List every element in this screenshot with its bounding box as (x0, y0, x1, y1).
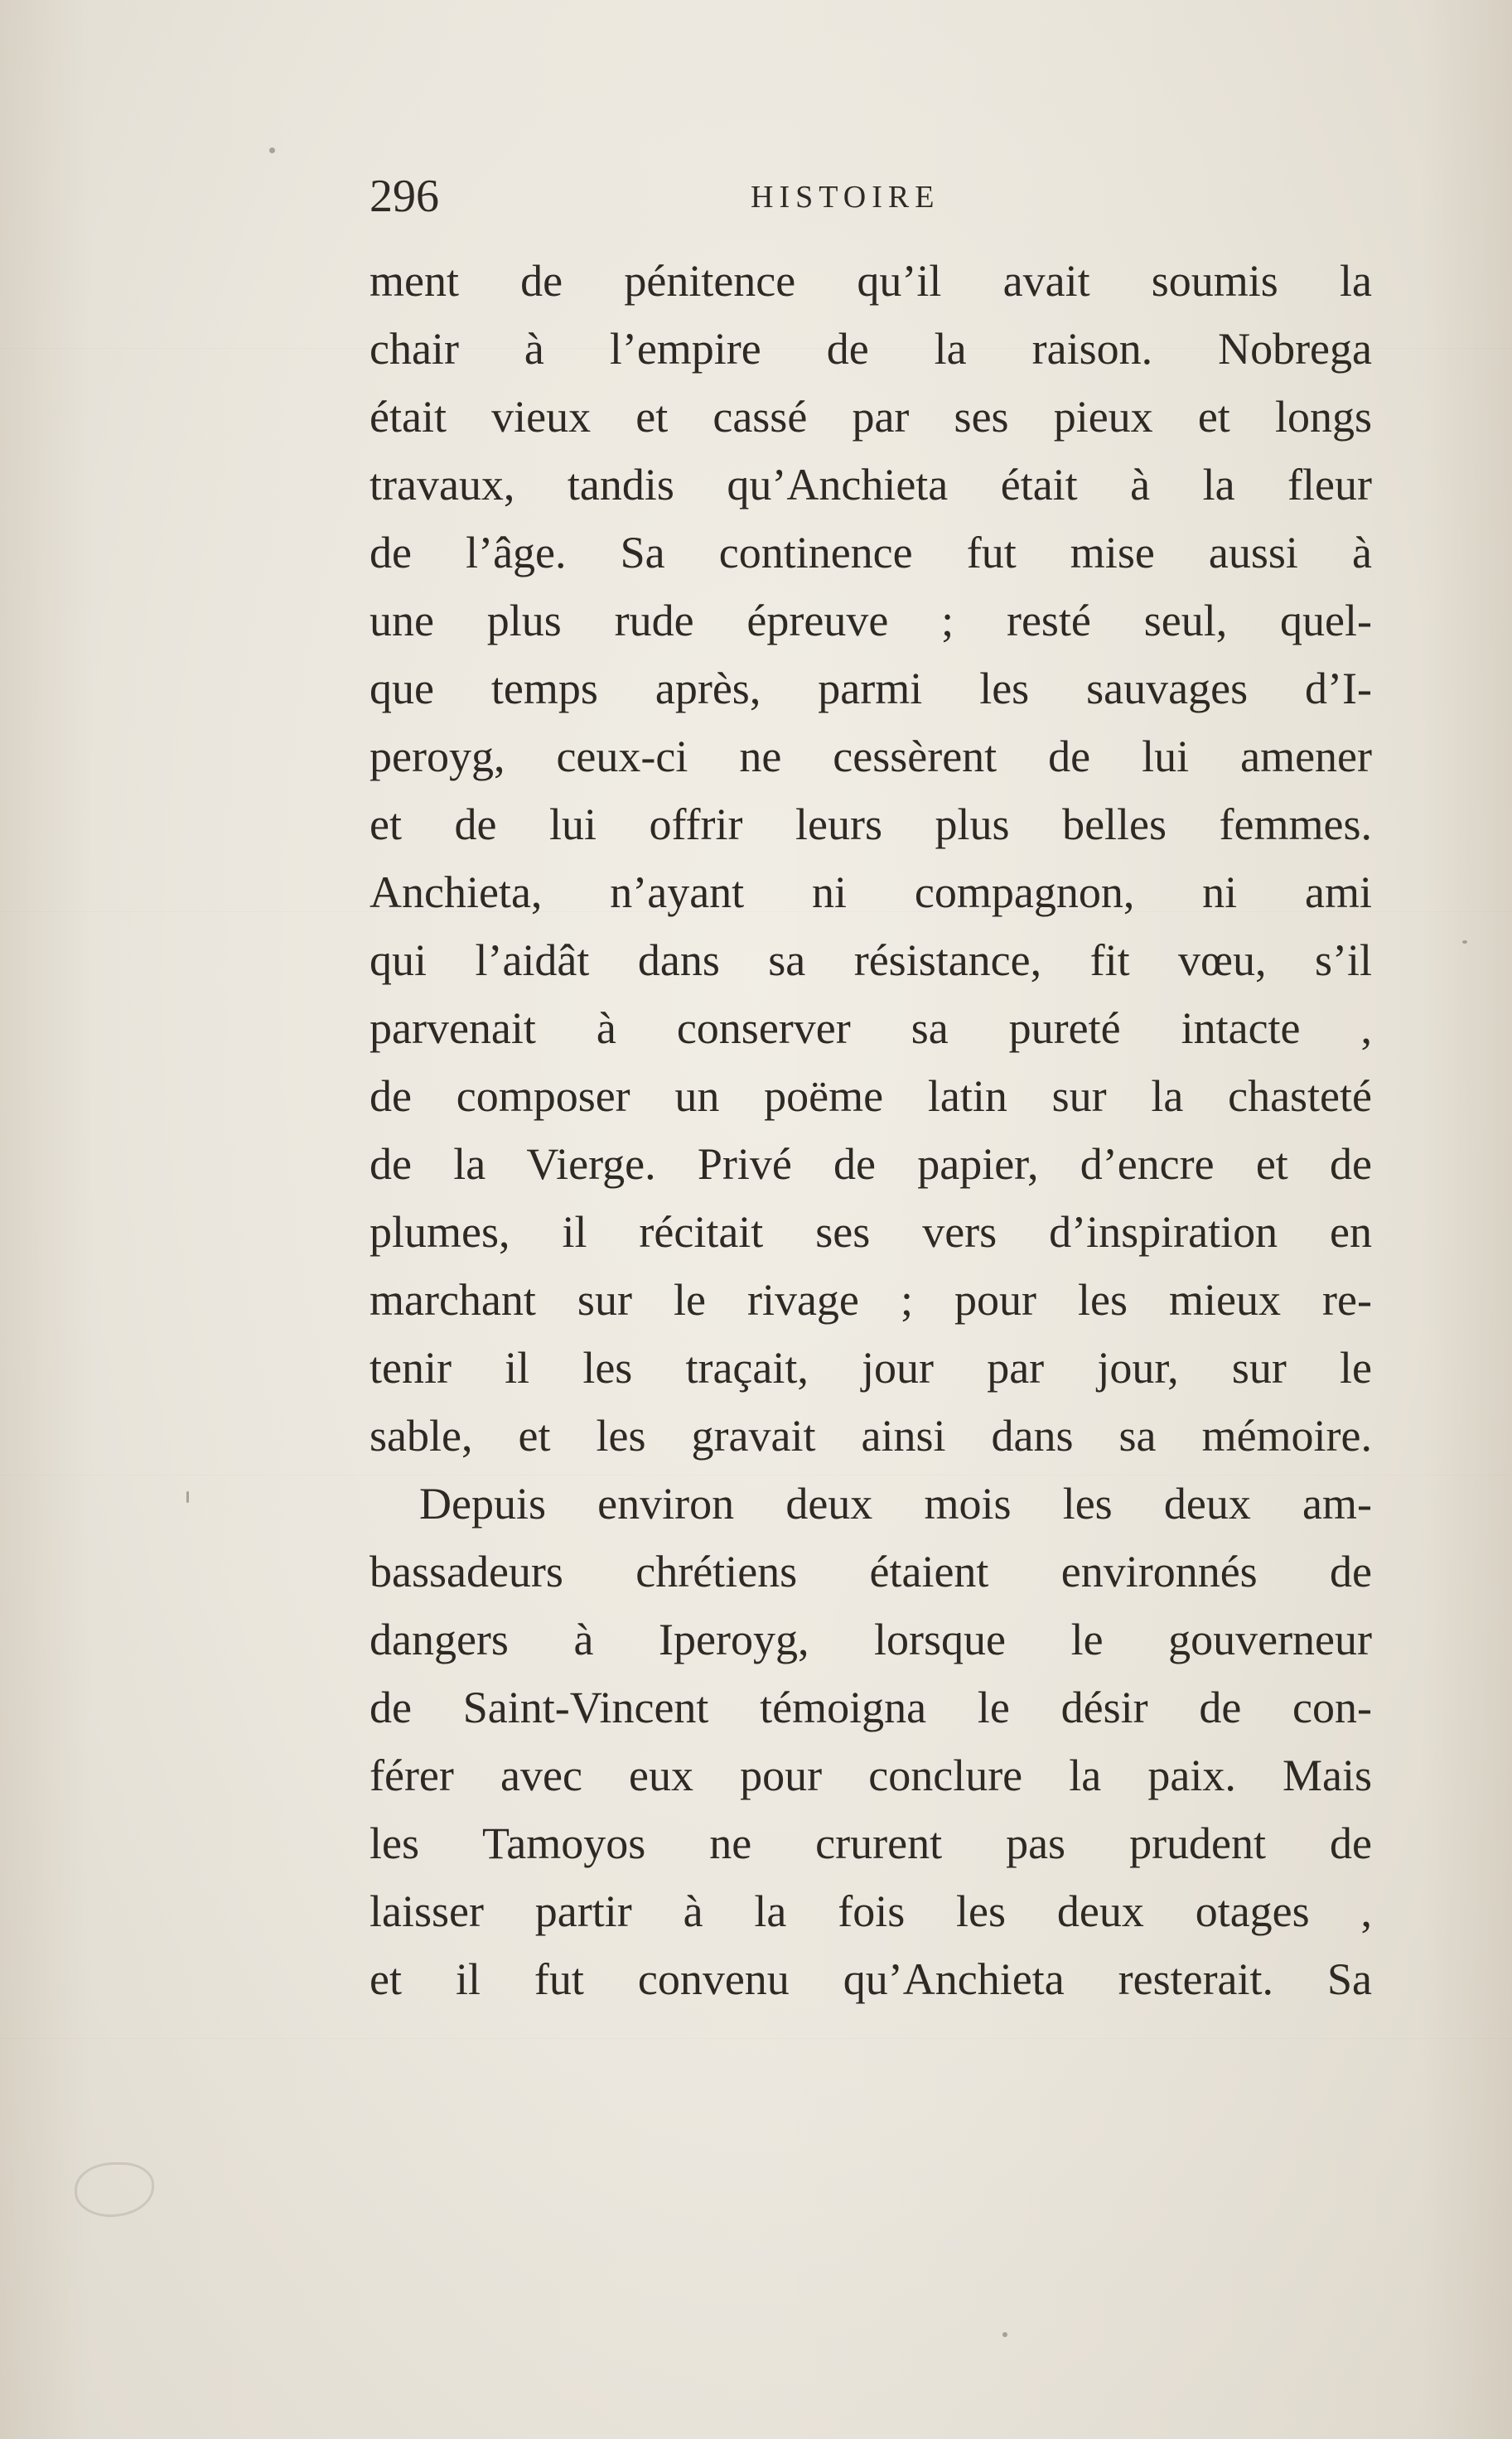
text-line: bassadeurs chrétiens étaient environnés de (370, 1547, 1372, 1596)
text-line: peroyg, ceux-ci ne cessèrent de lui amener (370, 732, 1372, 781)
text-line: de la Vierge. Privé de papier, d’encre et de (370, 1139, 1372, 1189)
text-line: ment de pénitence qu’il avait soumis la (370, 256, 1372, 306)
paper-texture-line (0, 2038, 1512, 2039)
text-line: les Tamoyos ne crurent pas prudent de (370, 1818, 1372, 1868)
page-number: 296 (370, 171, 439, 222)
ink-speck (1462, 940, 1467, 944)
faint-pencil-mark (75, 2162, 154, 2217)
text-line: que temps après, parmi les sauvages d’I- (370, 664, 1372, 713)
text-line: Anchieta, n’ayant ni compagnon, ni ami (370, 867, 1372, 917)
text-line: sable, et les gravait ainsi dans sa mémoire. (370, 1411, 1372, 1461)
text-line: tenir il les traçait, jour par jour, sur le (370, 1343, 1372, 1393)
paragraph-start-line: Depuis environ deux mois les deux am- (419, 1479, 1372, 1529)
text-line: était vieux et cassé par ses pieux et longs (370, 392, 1372, 442)
text-line: férer avec eux pour conclure la paix. Mais (370, 1751, 1372, 1800)
text-line: plumes, il récitait ses vers d’inspiration en (370, 1207, 1372, 1257)
text-line: et de lui offrir leurs plus belles femmes. (370, 799, 1372, 849)
text-line: et il fut convenu qu’Anchieta resterait. Sa (370, 1954, 1372, 2004)
text-line: dangers à Iperoyg, lorsque le gouverneur (370, 1615, 1372, 1664)
running-head: HISTOIRE (751, 180, 940, 215)
text-line: marchant sur le rivage ; pour les mieux re- (370, 1275, 1372, 1325)
page-header (370, 167, 1372, 225)
text-line: parvenait à conserver sa pureté intacte , (370, 1003, 1372, 1053)
text-line: travaux, tandis qu’Anchieta était à la fleur (370, 460, 1372, 510)
body-text (370, 247, 1372, 2013)
text-line: laisser partir à la fois les deux otages , (370, 1886, 1372, 1936)
ink-speck (186, 1491, 189, 1503)
text-line: une plus rude épreuve ; resté seul, quel- (370, 596, 1372, 645)
ink-speck (269, 147, 275, 153)
text-line: chair à l’empire de la raison. Nobrega (370, 324, 1372, 374)
text-line: qui l’aidât dans sa résistance, fit vœu, s’il (370, 935, 1372, 985)
text-line: de composer un poëme latin sur la chasteté (370, 1071, 1372, 1121)
ink-speck (1002, 2332, 1007, 2337)
text-line: de l’âge. Sa continence fut mise aussi à (370, 528, 1372, 577)
text-line: de Saint-Vincent témoigna le désir de con- (370, 1683, 1372, 1732)
